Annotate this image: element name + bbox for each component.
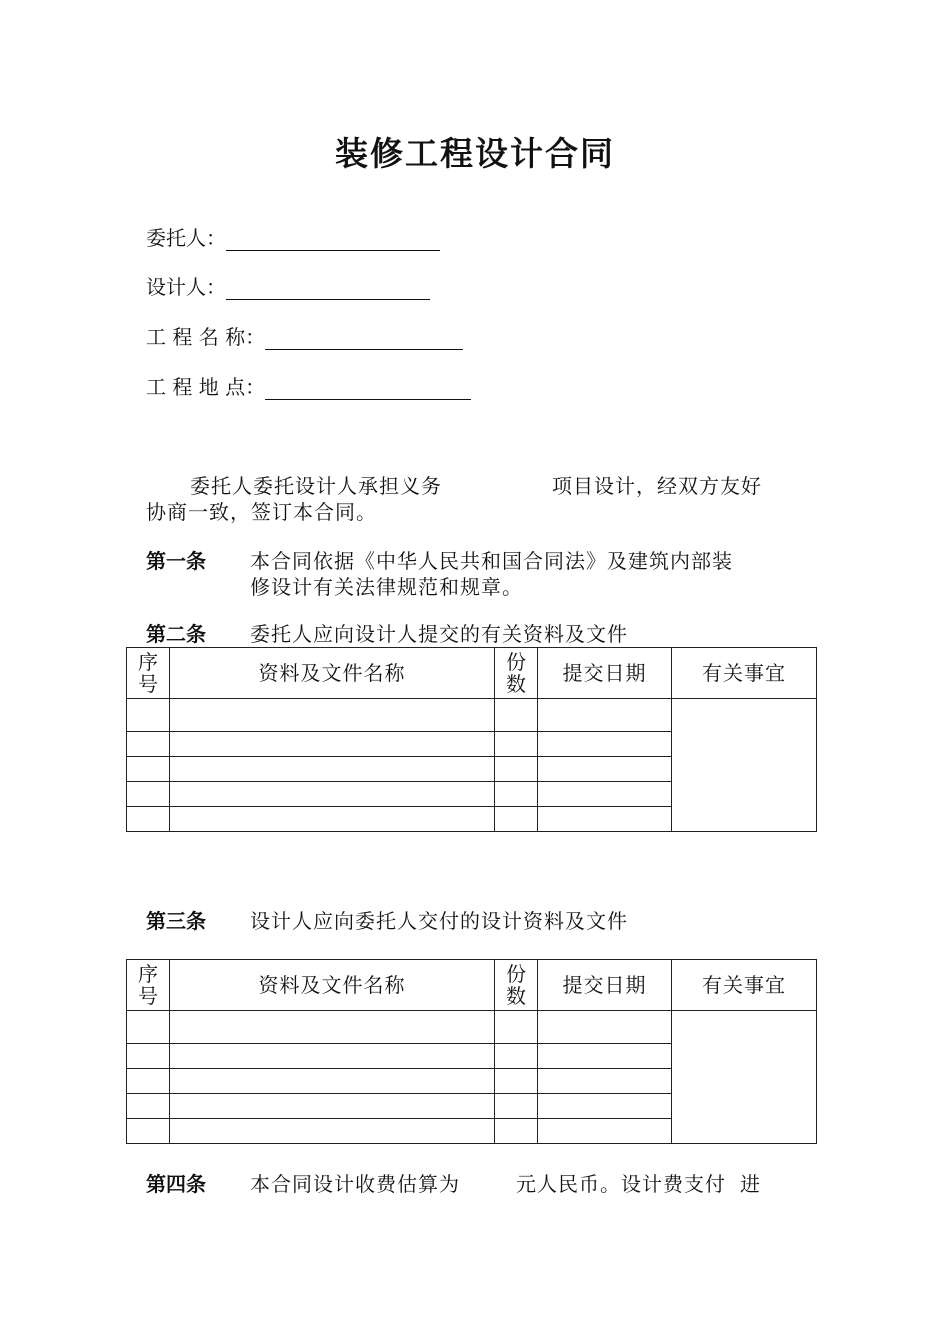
- table-row: [127, 699, 817, 732]
- header-seq: 序号: [127, 960, 170, 1011]
- intro-part2: 项目设计，经双方友好: [552, 474, 762, 498]
- project-site-blank[interactable]: [265, 379, 471, 400]
- client-label: 委托人：: [146, 226, 226, 250]
- article4-text2: 元人民币。设计费支付: [516, 1172, 726, 1196]
- header-notes: 有关事宜: [672, 960, 817, 1011]
- header-name: 资料及文件名称: [170, 648, 495, 699]
- header-date: 提交日期: [538, 960, 672, 1011]
- article4-label: 第四条: [146, 1172, 206, 1196]
- article1-line1: 本合同依据《中华人民共和国合同法》及建筑内部装: [250, 549, 733, 573]
- article4-text: [250, 1170, 820, 1198]
- designer-blank[interactable]: [226, 279, 430, 300]
- article1-label: 第一条: [146, 549, 206, 573]
- header-copies: 份数: [495, 960, 538, 1011]
- intro-paragraph: [190, 472, 830, 500]
- client-blank[interactable]: [226, 230, 440, 251]
- project-site-field: [146, 374, 471, 400]
- designer-deliverables-table: [126, 959, 817, 1144]
- intro-part3: 协商一致，签订本合同。: [146, 500, 377, 524]
- header-notes: 有关事宜: [672, 648, 817, 699]
- article3-label: 第三条: [146, 909, 206, 933]
- article2-text: 委托人应向设计人提交的有关资料及文件: [250, 622, 628, 646]
- article4-text1: 本合同设计收费估算为: [250, 1172, 460, 1196]
- project-name-field: [146, 324, 463, 350]
- header-seq: 序号: [127, 648, 170, 699]
- notes-cell[interactable]: [672, 699, 817, 832]
- article2-label: 第二条: [146, 622, 206, 646]
- header-copies: 份数: [495, 648, 538, 699]
- project-name-blank[interactable]: [265, 329, 463, 350]
- intro-part1: 委托人委托设计人承担义务: [190, 474, 442, 498]
- article3-text: 设计人应向委托人交付的设计资料及文件: [250, 909, 628, 933]
- article4-text3: 进: [740, 1172, 761, 1196]
- project-name-label: 工 程 名 称：: [146, 325, 266, 349]
- header-date: 提交日期: [538, 648, 672, 699]
- designer-label: 设计人：: [146, 275, 226, 299]
- notes-cell[interactable]: [672, 1011, 817, 1144]
- client-field: [146, 225, 440, 251]
- table-row: [127, 1011, 817, 1044]
- project-site-label: 工 程 地 点：: [146, 375, 266, 399]
- client-documents-table: [126, 647, 817, 832]
- document-title: 装修工程设计合同: [335, 134, 615, 173]
- designer-field: [146, 274, 430, 300]
- header-name: 资料及文件名称: [170, 960, 495, 1011]
- article1-line2: 修设计有关法律规范和规章。: [250, 575, 523, 599]
